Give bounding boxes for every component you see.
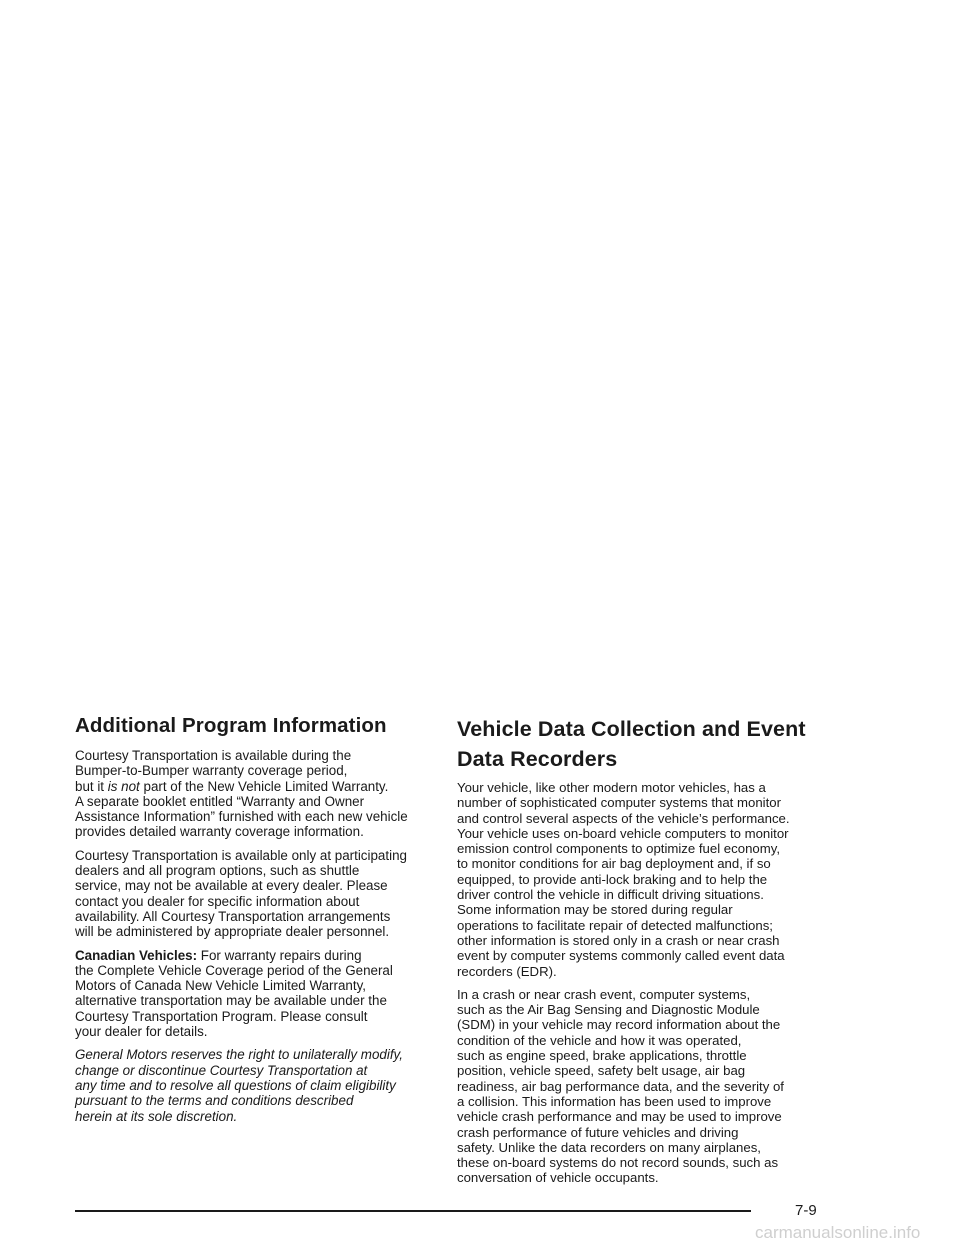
page-number: 7-9 — [795, 1202, 817, 1219]
paragraph-canadian-vehicles — [75, 948, 435, 1040]
section-heading-additional-program: Additional Program Information — [75, 714, 387, 737]
paragraph-courtesy-availability — [75, 748, 435, 840]
paragraph-computer-systems: Your vehicle, like other modern motor vehicles, has a number of sophisticated computer systems that monitor and control several aspects of the vehicle’s performance. Your vehicle uses on-board vehicle computers to monitor emission control components to optimize fuel economy, to monitor conditions for air bag deployment and, if so equipped, to provide anti-lock braking and to help the driver control the vehicle in difficult driving situations. Some information may be stored during regular operations to facilitate repair of detected malfunctions; other information is stored only in a crash or near crash event by computer systems commonly called event data recorders (EDR). — [457, 780, 790, 979]
paragraph-text: For warranty repairs during the Complete Vehicle Coverage period of the General Motors of Canada New Vehicle Limited Warranty, alternative transportation may be available under the Courtesy Transportation Program. Please consult your dealer for details. — [75, 947, 393, 1040]
paragraph-crash-event: In a crash or near crash event, computer systems, such as the Air Bag Sensing and Diagnostic Module (SDM) in your vehicle may record information about the condition of the vehicle and how it was operated, such as engine speed, brake applications, throttle position, vehicle speed, safety belt usage, air bag readiness, air bag performance data, and the severity of a collision. This information has been used to improve vehicle crash performance and may be used to improve crash performance of future vehicles and driving safety. Unlike the data recorders on many airplanes, these on-board systems do not record sounds, such as conversation of vehicle occupants. — [457, 986, 784, 1186]
paragraph-text: part of the New Vehicle Limited Warranty. A separate booklet entitled “Warranty and Owner Assistance Information” furnished with each new vehicle provides detailed warranty coverage information. — [75, 778, 408, 840]
footer-rule — [75, 1210, 751, 1212]
paragraph-gm-disclaimer: General Motors reserves the right to unilaterally modify, change or discontinue Courtesy Transportation at any time and to resolve all questions of claim eligibility pursuant to the terms and conditions described herein at its sole discretion. — [75, 1047, 403, 1124]
paragraph-participating-dealers: Courtesy Transportation is available only at participating dealers and all program options, such as shuttle service, may not be available at every dealer. Please contact you dealer for specific information about availability. All Courtesy Transportation arrangements will be administered by appropriate dealer personnel. — [75, 847, 407, 940]
right-column — [457, 712, 827, 1194]
emphasis-text: is not — [107, 778, 140, 794]
paragraph-text: Courtesy Transportation is available during the Bumper-to-Bumper warranty coverage period, but it — [75, 748, 352, 794]
watermark: carmanualsonline.info — [755, 1223, 921, 1242]
lead-label: Canadian Vehicles: — [75, 947, 198, 963]
section-heading-vehicle-data: Vehicle Data Collection and Event Data Recorders — [457, 717, 806, 771]
left-column — [75, 712, 435, 1132]
